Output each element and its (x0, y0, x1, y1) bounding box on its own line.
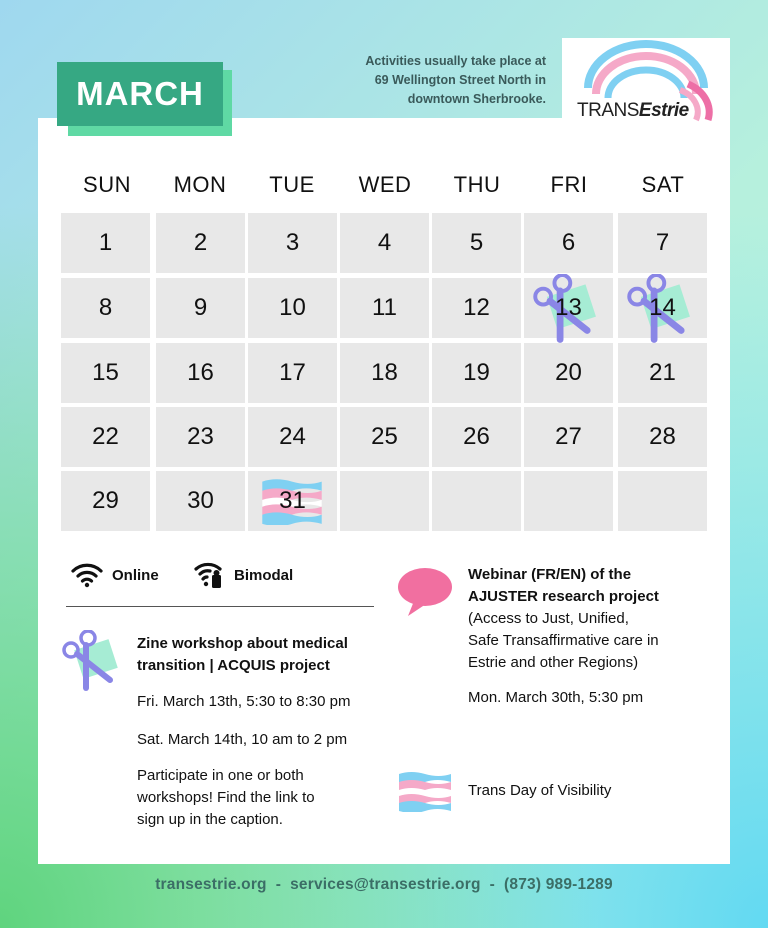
day-cell-23 (156, 407, 245, 467)
day-cell-18 (340, 343, 429, 403)
weekday-fri: FRI (550, 172, 588, 197)
legend-online (70, 562, 159, 588)
day-cell-24 (248, 407, 337, 467)
day-cell-4 (340, 213, 429, 273)
weekday-mon: MON (173, 172, 227, 197)
logo-text-estrie: Estrie (638, 100, 689, 121)
zine-date-1: Fri. March 13th, 5:30 to 8:30 pm (137, 693, 351, 710)
day-number: 1 (98, 229, 113, 256)
day-cell-11 (340, 278, 429, 338)
day-number: 14 (649, 294, 676, 321)
day-number: 28 (649, 423, 676, 450)
day-cell-6 (524, 213, 613, 273)
day-cell-16 (156, 343, 245, 403)
day-number: 5 (469, 229, 484, 256)
contact-footer: transestrie.org - services@transestrie.org - (873) 989-1289 (155, 876, 613, 893)
day-number: 7 (655, 229, 670, 256)
day-cell-27 (524, 407, 613, 467)
month-title: MARCH (57, 62, 223, 126)
day-cell-10 (248, 278, 337, 338)
legend-bimodal-label: Bimodal (234, 566, 294, 584)
weekday-sat: SAT (641, 172, 685, 197)
zine-note: Participate in one or both workshops! Find the link to sign up in the caption. (137, 767, 315, 828)
legend-online-label: Online (112, 566, 159, 584)
logo-text-trans: TRANS (577, 100, 639, 121)
day-number: 8 (98, 294, 113, 321)
empty-day-cell (524, 471, 613, 531)
day-cell-9 (156, 278, 245, 338)
day-cell-31 (248, 471, 337, 531)
empty-day-cell (432, 471, 521, 531)
weekday-sun: SUN (83, 172, 131, 197)
day-number: 21 (649, 359, 676, 386)
day-number: 26 (463, 423, 490, 450)
trans-flag-icon (397, 770, 453, 812)
zine-date-2: Sat. March 14th, 10 am to 2 pm (137, 731, 348, 748)
day-number: 31 (279, 487, 306, 514)
day-cell-30 (156, 471, 245, 531)
day-number: 3 (285, 229, 300, 256)
day-cell-13 (524, 278, 613, 338)
day-number: 11 (372, 294, 397, 321)
day-cell-8 (61, 278, 150, 338)
day-cell-29 (61, 471, 150, 531)
legend-bimodal (193, 561, 293, 589)
day-cell-22 (61, 407, 150, 467)
empty-day-cell (340, 471, 429, 531)
day-cell-15 (61, 343, 150, 403)
day-cell-25 (340, 407, 429, 467)
day-cell-21 (618, 343, 707, 403)
day-cell-7 (618, 213, 707, 273)
day-number: 29 (92, 487, 119, 514)
day-cell-26 (432, 407, 521, 467)
day-number: 22 (92, 423, 119, 450)
day-cell-20 (524, 343, 613, 403)
visibility-label: Trans Day of Visibility (468, 782, 612, 799)
day-number: 13 (555, 294, 582, 321)
address-note: Activities usually take place at 69 Wellington Street North in downtown Sherbrooke. (365, 54, 546, 106)
day-number: 17 (279, 359, 306, 386)
logo-box (562, 38, 730, 128)
weekday-thu: THU (453, 172, 501, 197)
day-number: 10 (279, 294, 306, 321)
day-number: 27 (555, 423, 582, 450)
day-cell-19 (432, 343, 521, 403)
empty-day-cell (618, 471, 707, 531)
day-number: 16 (187, 359, 214, 386)
day-number: 12 (463, 294, 490, 321)
legend-divider (66, 606, 374, 607)
webinar-description: (Access to Just, Unified, Safe Transaffirmative care in Estrie and other Regions) (468, 610, 659, 671)
weekday-tue: TUE (269, 172, 315, 197)
day-cell-17 (248, 343, 337, 403)
zine-title: Zine workshop about medical transition | ACQUIS project (137, 635, 348, 674)
day-cell-1 (61, 213, 150, 273)
weekday-wed: WED (358, 172, 412, 197)
day-cell-5 (432, 213, 521, 273)
day-cell-14 (618, 278, 707, 338)
bimodal-icon (193, 561, 225, 589)
day-number: 18 (371, 359, 398, 386)
webinar-title: Webinar (FR/EN) of the AJUSTER research project (468, 566, 659, 605)
day-number: 2 (193, 229, 208, 256)
day-cell-28 (618, 407, 707, 467)
webinar-date: Mon. March 30th, 5:30 pm (468, 689, 644, 706)
wifi-icon (70, 562, 104, 588)
day-number: 25 (371, 423, 398, 450)
day-number: 30 (187, 487, 214, 514)
day-cell-12 (432, 278, 521, 338)
scissors-paper-icon (60, 630, 126, 692)
day-number: 15 (92, 359, 119, 386)
day-number: 24 (279, 423, 306, 450)
day-cell-2 (156, 213, 245, 273)
day-number: 9 (193, 294, 208, 321)
day-number: 23 (187, 423, 214, 450)
speech-bubble-icon (396, 565, 454, 617)
day-number: 6 (561, 229, 576, 256)
day-number: 4 (377, 229, 392, 256)
day-number: 20 (555, 359, 582, 386)
day-cell-3 (248, 213, 337, 273)
day-number: 19 (463, 359, 490, 386)
